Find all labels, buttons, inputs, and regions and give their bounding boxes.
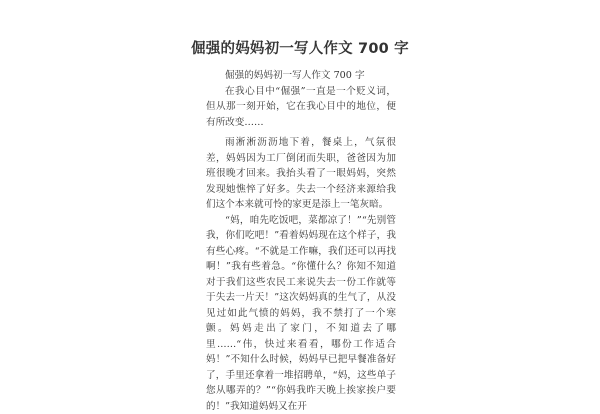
article-body [206,68,396,414]
article-subtitle: 倔强的妈妈初一写人作文 700 字 [206,68,396,84]
paragraph-rainy-dinner: 雨淅淅沥沥地下着，餐桌上，气氛很差，妈妈因为工厂倒闭而失职，爸爸因为加班很晚才回来。我抬头看了一眼妈妈，突然发现她憔悴了好多。失去一个经济来源给我们这个本来就可怜的家更是添上一笔灰暗。 [206,135,396,213]
page-title: 倔强的妈妈初一写人作文 700 字 [0,37,600,58]
paragraph-intro: 在我心目中“倔强”一直是一个贬义词，但从那一刻开始，它在我心目中的地位，便有所改变…… [206,84,396,131]
paragraph-dialogue: “妈，咱先吃饭吧，菜都凉了！”“先别管我，你们吃吧！”看着妈妈现在这个样子，我有些心疼。“不就是工作嘛，我们还可以再找啊！”我有些着急。“你懂什么？你知不知道对于我们这些农民工来说失去一份工作就等于失去一片天！”这次妈妈真的生气了，从没见过如此气愤的妈妈，我不禁打了一个寒颤。妈妈走出了家门，不知道去了哪里……“伟，快过来看看，哪份工作适合妈！”不知什么时候，妈妈早已把早餐准备好了，手里还拿着一堆招聘单，“妈，这些单子您从哪弄的？”“你妈我昨天晚上挨家挨户要的！”我知道妈妈又在开 [206,213,396,414]
